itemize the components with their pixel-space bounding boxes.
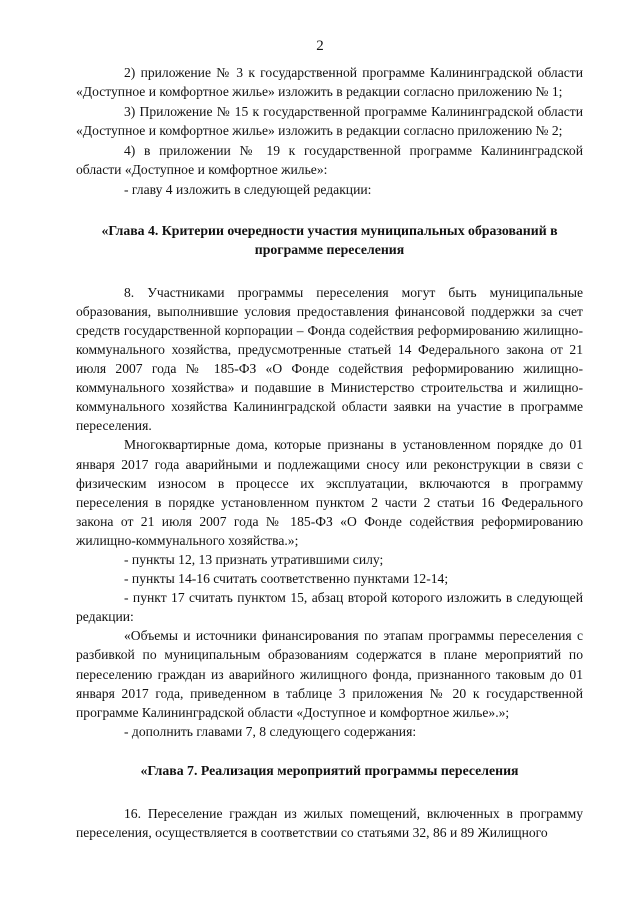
list-item: - пункты 14-16 считать соответственно пунктами 12-14; (124, 571, 449, 587)
document-body (76, 63, 583, 842)
chapter-7-heading: «Глава 7. Реализация мероприятий программы переселения (140, 762, 519, 778)
quoted-paragraph: «Объемы и источники финансирования по этапам программы переселения с разбивкой по муниципальным образованиям содержатся в плане мероприятий по переселению граждан из аварийного жилищного фонда, признанного таковым до 01 января 2017 года, приведенном в таблице 3 приложения № 20 к государственной программе Калининградской области «Доступное и комфортное жилье».»; (76, 628, 583, 720)
list-item: - дополнить главами 7, 8 следующего содержания: (124, 723, 417, 739)
paragraph: 2) приложение № 3 к государственной программе Калининградской области «Доступное и комфортное жилье» изложить в редакции согласно приложению № 1; (76, 65, 583, 100)
paragraph: Многоквартирные дома, которые признаны в установленном порядке до 01 января 2017 года аварийными и подлежащими сносу или реконструкции в связи с физическим износом в процессе их эксплуатации, включаются в программу переселения в порядке установленном пунктом 2 части 2 статьи 16 Федерального закона от 21 июля 2007 года № 185-ФЗ «О Фонде содействия реформированию жилищно-коммунального хозяйства.»; (76, 437, 583, 548)
paragraph: 16. Переселение граждан из жилых помещений, включенных в программу переселения, осуществляется в соответствии со статьями 32, 86 и 89 Жилищного (76, 805, 583, 840)
list-item: - пункты 12, 13 признать утратившими силу; (124, 551, 384, 567)
paragraph: 3) Приложение № 15 к государственной программе Калининградской области «Доступное и комфортное жилье» изложить в редакции согласно приложению № 2; (76, 104, 583, 139)
paragraph: 4) в приложении № 19 к государственной программе Калининградской области «Доступное и комфортное жилье»: (76, 143, 583, 178)
paragraph: - главу 4 изложить в следующей редакции: (124, 181, 372, 197)
page-number: 2 (316, 38, 324, 54)
chapter-4-heading: «Глава 4. Критерии очередности участия муниципальных образований в программе переселения (101, 222, 558, 257)
paragraph: 8. Участниками программы переселения могут быть муниципальные образования, выполнившие условия предоставления финансовой поддержки за счет средств государственной корпорации – Фонда содействия реформированию жилищно-коммунального хозяйства, предусмотренные статьей 14 Федерального закона от 21 июля 2007 года № 185-ФЗ «О Фонде содействия реформированию жилищно-коммунального хозяйства» и подавшие в Министерство строительства и жилищно-коммунального хозяйства Калининградской области заявки на участие в программе переселения. (76, 284, 583, 434)
list-item: - пункт 17 считать пунктом 15, абзац второй которого изложить в следующей редакции: (76, 590, 583, 625)
